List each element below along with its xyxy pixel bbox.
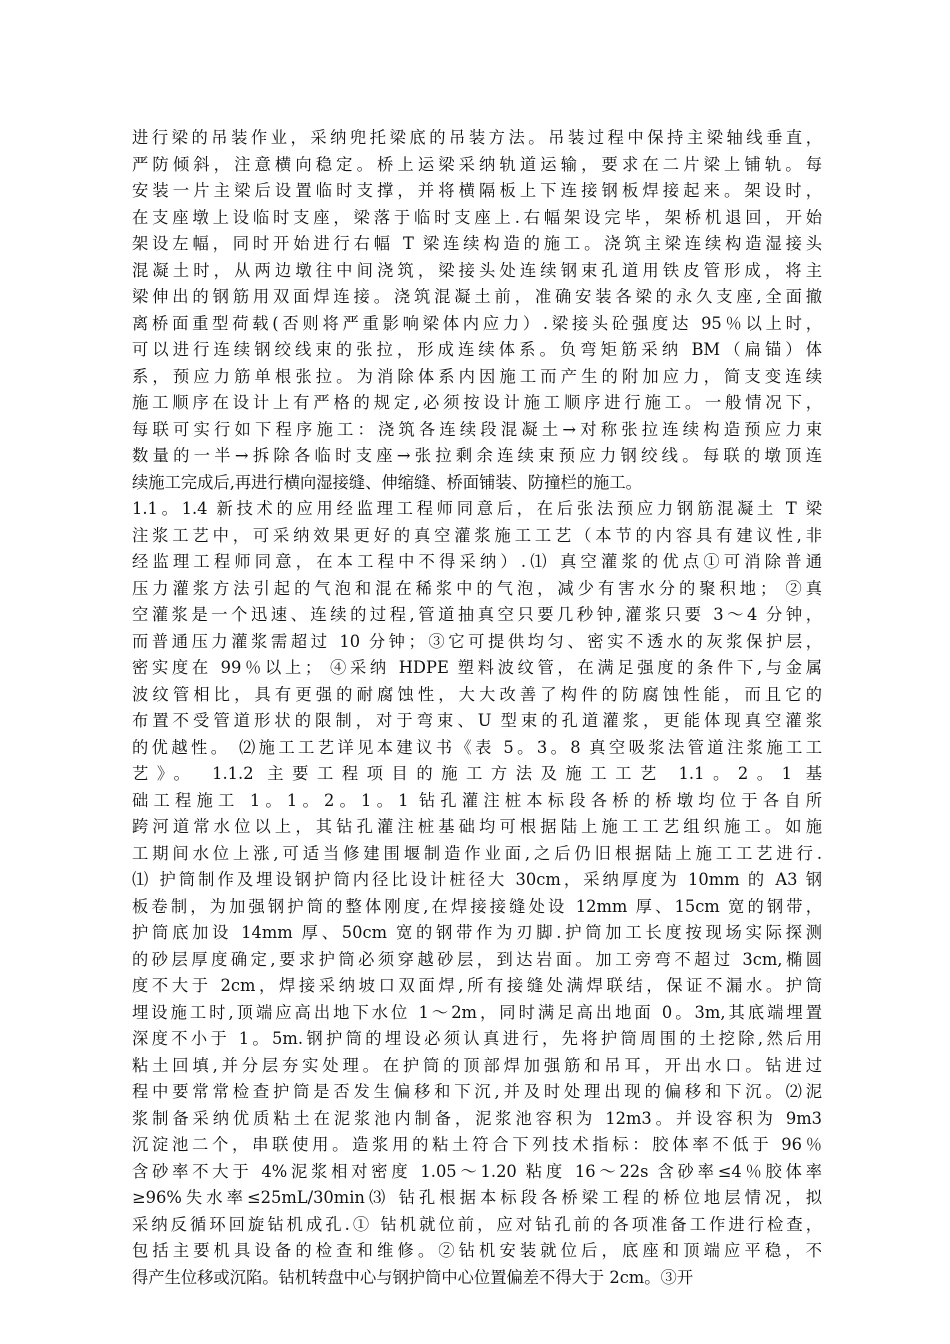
text-line: 压力灌浆方法引起的气泡和混在稀浆中的气泡，减少有害水分的聚积地； ②真 <box>132 578 822 598</box>
text-line: 含砂率不大于 4%泥浆相对密度 1.05～1.20 粘度 16～22s 含砂率≤4％胶体率 <box>132 1161 822 1181</box>
text-line: 注浆工艺中，可采纳效果更好的真空灌浆施工工艺（本节的内容具有建议性,非 <box>132 525 822 545</box>
text-line: 础工程施工 1。1。2。1。1 钻孔灌注桩本标段各桥的桥墩均位于各自所 <box>132 790 822 810</box>
text-line: 可以进行连续钢绞线束的张拉，形成连续体系。负弯矩筋采纳 BM（扁锚）体 <box>132 340 822 359</box>
text-line: 安装一片主梁后设置临时支撑，并将横隔板上下连接钢板焊接起来。架设时， <box>132 181 822 200</box>
text-line: 深度不小于 1。5m.钢护筒的埋设必须认真进行，先将护筒周围的土挖除,然后用 <box>132 1029 822 1048</box>
text-line: 系，预应力筋单根张拉。为消除体系内因施工而产生的附加应力，简支变连续 <box>132 366 822 386</box>
text-line: 密实度在 99％以上； ④采纳 HDPE 塑料波纹管，在满足强度的条件下,与金属 <box>132 658 822 677</box>
text-line: 在支座墩上设临时支座，梁落于临时支座上.右幅架设完毕，架桥机退回，开始 <box>132 207 822 227</box>
text-line: 浆制备采纳优质粘土在泥浆池内制备，泥浆池容积为 12m3。并设容积为 9m3 <box>132 1108 822 1128</box>
text-line: 艺》。 1.1.2 主要工程项目的施工方法及施工工艺 1.1。2。1 基 <box>132 764 822 783</box>
text-line: 施工顺序在设计上有严格的规定,必须按设计施工顺序进行施工。一般情况下， <box>132 393 822 412</box>
text-line: 离桥面重型荷载(否则将严重影响梁体内应力）.梁接头砼强度达 95％以上时， <box>132 313 822 333</box>
text-line: ⑴ 护筒制作及埋设钢护筒内径比设计桩径大 30cm，采纳厚度为 10mm 的 A3 钢 <box>132 870 822 889</box>
text-line: 进行梁的吊装作业，采纳兜托梁底的吊装方法。吊装过程中保持主梁轴线垂直， <box>132 128 822 147</box>
text-line: 数量的一半→拆除各临时支座→张拉剩余连续束预应力钢绞线。每联的墩顶连 <box>132 446 822 465</box>
text-line: 程中要常常检查护筒是否发生偏移和下沉,并及时处理出现的偏移和下沉。⑵泥 <box>132 1082 822 1101</box>
text-line: 1.1。1.4 新技术的应用经监理工程师同意后，在后张法预应力钢筋混凝土 T 梁 <box>132 499 822 518</box>
text-line: 每联可实行如下程序施工：浇筑各连续段混凝土→对称张拉连续构造预应力束 <box>132 419 822 439</box>
text-line: 的优越性。 ⑵施工工艺详见本建议书《表 5。3。8 真空吸浆法管道注浆施工工 <box>132 737 822 757</box>
text-line: 经监理工程师同意，在本工程中不得采纳）.⑴ 真空灌浆的优点①可消除普通 <box>132 552 822 571</box>
text-line: 续施工完成后,再进行横向湿接缝、伸缩缝、桥面铺装、防撞栏的施工。 <box>132 472 642 492</box>
text-line: 板卷制，为加强钢护筒的整体刚度,在焊接接缝处设 12mm 厚、15cm 宽的钢带， <box>132 896 822 916</box>
text-line: ≥96%失水率≤25mL/30min⑶ 钻孔根据本标段各桥梁工程的桥位地层情况，拟 <box>132 1188 822 1207</box>
text-line: 粘土回填,并分层夯实处理。在护筒的顶部焊加强筋和吊耳，开出水口。钻进过 <box>132 1055 822 1075</box>
body-text <box>132 125 822 1291</box>
text-line: 梁伸出的钢筋用双面焊连接。浇筑混凝土前，准确安装各梁的永久支座,全面撤 <box>132 287 822 306</box>
text-line: 波纹管相比，具有更强的耐腐蚀性，大大改善了构件的防腐蚀性能，而且它的 <box>132 684 822 704</box>
text-line: 护筒底加设 14mm 厚、50cm 宽的钢带作为刃脚.护筒加工长度按现场实际探测 <box>132 923 822 942</box>
text-line: 混凝土时，从两边墩往中间浇筑，梁接头处连续钢束孔道用铁皮管形成，将主 <box>132 260 822 280</box>
text-line: 跨河道常水位以上，其钻孔灌注桩基础均可根据陆上施工工艺组织施工。如施 <box>132 817 822 836</box>
text-line: 布置不受管道形状的限制，对于弯束、U 型束的孔道灌浆，更能体现真空灌浆 <box>132 711 822 730</box>
text-line: 严防倾斜，注意横向稳定。桥上运梁采纳轨道运输，要求在二片梁上铺轨。每 <box>132 154 822 174</box>
text-line: 工期间水位上涨,可适当修建围堰制造作业面,之后仍旧根据陆上施工工艺进行. <box>132 843 822 863</box>
text-line: 度不大于 2cm，焊接采纳坡口双面焊,所有接缝处满焊联结，保证不漏水。护筒 <box>132 976 822 995</box>
text-line: 埋设施工时,顶端应高出地下水位 1～2m，同时满足高出地面 0。3m,其底端埋置 <box>132 1002 822 1022</box>
text-line: 包括主要机具设备的检查和维修。②钻机安装就位后，底座和顶端应平稳，不 <box>132 1241 822 1260</box>
text-line: 沉淀池二个，串联使用。造浆用的粘土符合下列技术指标：胶体率不低于 96％ <box>132 1135 822 1154</box>
text-line: 架设左幅，同时开始进行右幅 T 梁连续构造的施工。浇筑主梁连续构造湿接头 <box>132 234 822 253</box>
text-line: 得产生位移或沉陷。钻机转盘中心与钢护筒中心位置偏差不得大于 2cm。③开 <box>132 1267 694 1287</box>
text-line: 空灌浆是一个迅速、连续的过程,管道抽真空只要几秒钟,灌浆只要 3～4 分钟， <box>132 605 822 624</box>
text-line: 采纳反循环回旋钻机成孔.① 钻机就位前，应对钻孔前的各项准备工作进行检查， <box>132 1214 822 1234</box>
text-line: 的砂层厚度确定,要求护筒必须穿越砂层，到达岩面。加工旁弯不超过 3cm,椭圆 <box>132 949 822 969</box>
text-line: 而普通压力灌浆需超过 10 分钟；③它可提供均匀、密实不透水的灰浆保护层， <box>132 631 822 651</box>
